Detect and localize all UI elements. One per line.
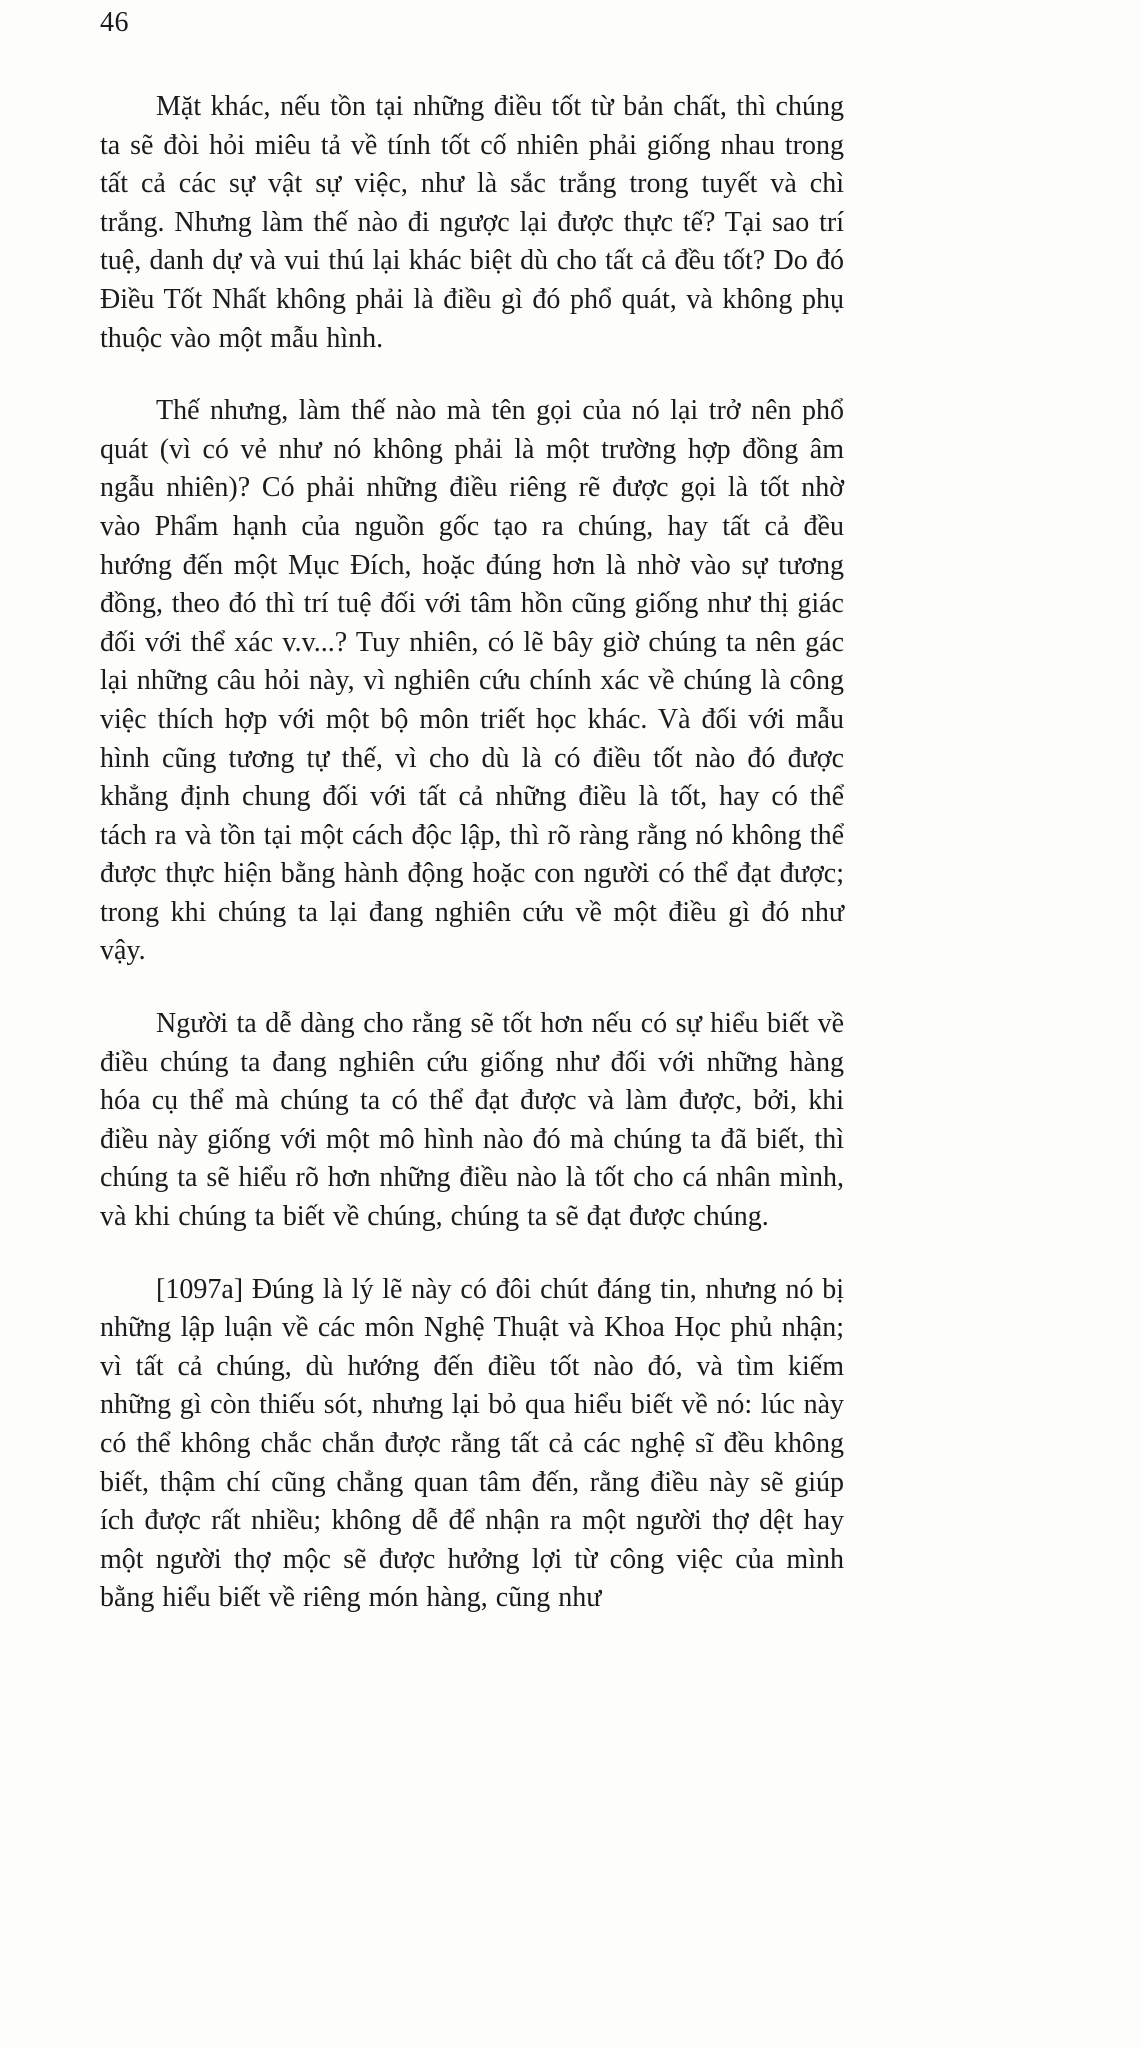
paragraph-1: Mặt khác, nếu tồn tại những điều tốt từ bản chất, thì chúng ta sẽ đòi hỏi miêu tả về tính tốt cố nhiên phải giống nhau trong tất cả các sự vật sự việc, như là sắc trắng trong tuyết và chì trắng. Nhưng làm thế nào đi ngược lại được thực tế? Tại sao trí tuệ, danh dự và vui thú lại khác biệt dù cho tất cả đều tốt? Do đó Điều Tốt Nhất không phải là điều gì đó phổ quát, và không phụ thuộc vào một mẫu hình. <box>100 91 844 354</box>
paragraph-2: Thế nhưng, làm thế nào mà tên gọi của nó lại trở nên phổ quát (vì có vẻ như nó không phải là một trường hợp đồng âm ngẫu nhiên)? Có phải những điều riêng rẽ được gọi là tốt nhờ vào Phẩm hạnh của nguồn gốc tạo ra chúng, hay tất cả đều hướng đến một Mục Đích, hoặc đúng hơn là nhờ vào sự tương đồng, theo đó thì trí tuệ đối với tâm hồn cũng giống như thị giác đối với thể xác v.v...? Tuy nhiên, có lẽ bây giờ chúng ta nên gác lại những câu hỏi này, vì nghiên cứu chính xác về chúng là công việc thích hợp với một bộ môn triết học khác. Và đối với mẫu hình cũng tương tự thế, vì cho dù là có điều tốt nào đó được khẳng định chung đối với tất cả những điều là tốt, hay có thể tách ra và tồn tại một cách độc lập, thì rõ ràng rằng nó không thể được thực hiện bằng hành động hoặc con người có thể đạt được; trong khi chúng ta lại đang nghiên cứu về một điều gì đó như vậy. <box>100 395 844 967</box>
page-text-block <box>100 88 844 1618</box>
page-number: 46 <box>100 7 129 38</box>
paragraph-4: [1097a] Đúng là lý lẽ này có đôi chút đáng tin, nhưng nó bị những lập luận về các môn Nghệ Thuật và Khoa Học phủ nhận; vì tất cả chúng, dù hướng đến điều tốt nào đó, và tìm kiếm những gì còn thiếu sót, nhưng lại bỏ qua hiểu biết về nó: lúc này có thể không chắc chắn được rằng tất cả các nghệ sĩ đều không biết, thậm chí cũng chẳng quan tâm đến, rằng điều này sẽ giúp ích được rất nhiều; không dễ để nhận ra một người thợ dệt hay một người thợ mộc sẽ được hưởng lợi từ công việc của mình bằng hiểu biết về riêng món hàng, cũng như <box>100 1273 844 1614</box>
paragraph-3: Người ta dễ dàng cho rằng sẽ tốt hơn nếu có sự hiểu biết về điều chúng ta đang nghiên cứu giống như đối với những hàng hóa cụ thể mà chúng ta có thể đạt được và làm được, bởi, khi điều này giống với một mô hình nào đó mà chúng ta đã biết, thì chúng ta sẽ hiểu rõ hơn những điều nào là tốt cho cá nhân mình, và khi chúng ta biết về chúng, chúng ta sẽ đạt được chúng. <box>100 1008 844 1233</box>
